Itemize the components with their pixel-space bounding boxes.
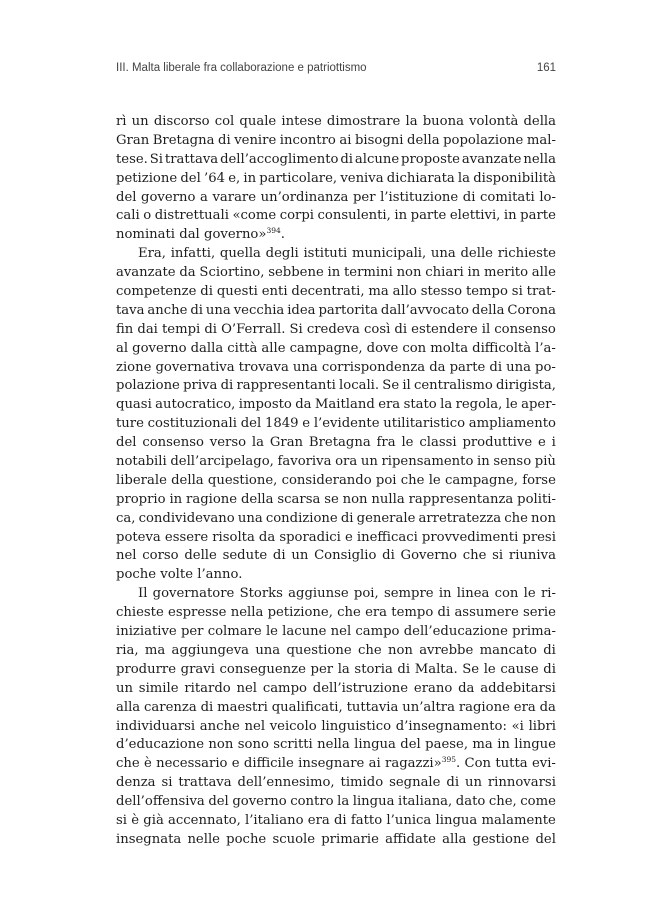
text-line: chieste espresse nella petizione, che era tempo di assumere serie xyxy=(116,605,556,621)
text-line: si è già accennato, l’italiano era di fatto l’unica lingua malamente xyxy=(116,812,556,828)
text-line: iniziative per colmare le lacune nel campo dell’educazione prima- xyxy=(116,624,556,640)
text-line: dell’offensiva del governo contro la lingua italiana, dato che, come xyxy=(116,794,556,810)
text-line: zione governativa trovava una corrispondenza da parte di una po- xyxy=(116,359,556,375)
text-line: individuarsi anche nel veicolo linguistico d’insegnamento: «i libri xyxy=(116,718,556,734)
text-line: poteva essere risolta da sporadici e inefficaci provvedimenti presi xyxy=(116,529,556,545)
text-line: nominati dal governo»$^{394}$. xyxy=(116,226,285,243)
text-line: Il governatore Storks aggiunse poi, sempre in linea con le ri- xyxy=(138,586,556,602)
footnote-ref: 395 xyxy=(441,755,457,765)
running-head xyxy=(116,62,556,78)
text-line: petizione del ’64 e, in particolare, veniva dichiarata la disponibilità xyxy=(116,170,556,186)
text-line: tese. Si trattava dell’accoglimento di alcune proposte avanzate nella xyxy=(116,151,556,167)
text-line: nel corso delle sedute di un Consiglio di Governo che si riuniva xyxy=(116,548,556,564)
text-line: Gran Bretagna di venire incontro ai bisogni della popolazione mal- xyxy=(116,132,556,148)
text-line: polazione priva di rappresentanti locali. Se il centralismo dirigista, xyxy=(116,378,556,394)
text-line: ria, ma aggiungeva una questione che non avrebbe mancato di xyxy=(116,642,556,658)
text-line: ca, condividevano una condizione di generale arretratezza che non xyxy=(116,510,556,526)
text-line: notabili dell’arcipelago, favoriva ora un ripensamento in senso più xyxy=(116,454,556,470)
text-line: rì un discorso col quale intese dimostrare la buona volontà della xyxy=(116,114,556,129)
text-line: proprio in ragione della scarsa se non nulla rappresentanza politi- xyxy=(116,491,556,507)
text-line: avanzate da Sciortino, sebbene in termini non chiari in merito alle xyxy=(116,265,556,281)
text-line: tava anche di una vecchia idea partorita dall’avvocato della Corona xyxy=(116,302,556,318)
text-line: denza si trattava dell’ennesimo, timido segnale di un rinnovarsi xyxy=(116,775,556,791)
text-line: fin dai tempi di O’Ferrall. Si credeva così di estendere il consenso xyxy=(116,321,556,337)
text-line: competenze di questi enti decentrati, ma allo stesso tempo si trat- xyxy=(116,284,556,300)
text-line: Era, infatti, quella degli istituti municipali, una delle richieste xyxy=(138,246,556,262)
text-line: d’educazione non sono scritti nella lingua del paese, ma in lingue xyxy=(116,737,556,753)
chapter-title: III. Malta liberale fra collaborazione e patriottismo xyxy=(116,62,367,74)
text-line: produrre gravi conseguenze per la storia di Malta. Se le cause di xyxy=(116,661,556,677)
text-line: quasi autocratico, imposto da Maitland era stato la regola, le aper- xyxy=(116,397,556,413)
text-line: che è necessario e difficile insegnare ai ragazzi»$^{395}$. Con tutta evi- xyxy=(116,755,556,772)
text-line: insegnata nelle poche scuole primarie affidate alla gestione del xyxy=(116,831,556,847)
text-line: poche volte l’anno. xyxy=(116,567,243,583)
page-number: 161 xyxy=(536,62,556,74)
text-line: alla carenza di maestri qualificati, tuttavia un’altra ragione era da xyxy=(116,699,556,715)
text-line: al governo dalla città alle campagne, dove con molta difficoltà l’a- xyxy=(116,340,556,356)
text-line: liberale della questione, considerando poi che le campagne, forse xyxy=(116,472,556,488)
text-line: un simile ritardo nel campo dell’istruzione erano da addebitarsi xyxy=(116,680,556,696)
text-line: del governo a varare un’ordinanza per l’istituzione di comitati lo- xyxy=(116,189,556,205)
text-line: del consenso verso la Gran Bretagna fra le classi produttive e i xyxy=(116,435,556,451)
footnote-ref: 394 xyxy=(266,226,281,236)
text-line: ture costituzionali del 1849 e l’evidente utilitaristico ampliamento xyxy=(116,416,556,432)
text-line: cali o distrettuali «come corpi consulenti, in parte elettivi, in parte xyxy=(116,208,556,224)
body-text xyxy=(116,113,556,850)
